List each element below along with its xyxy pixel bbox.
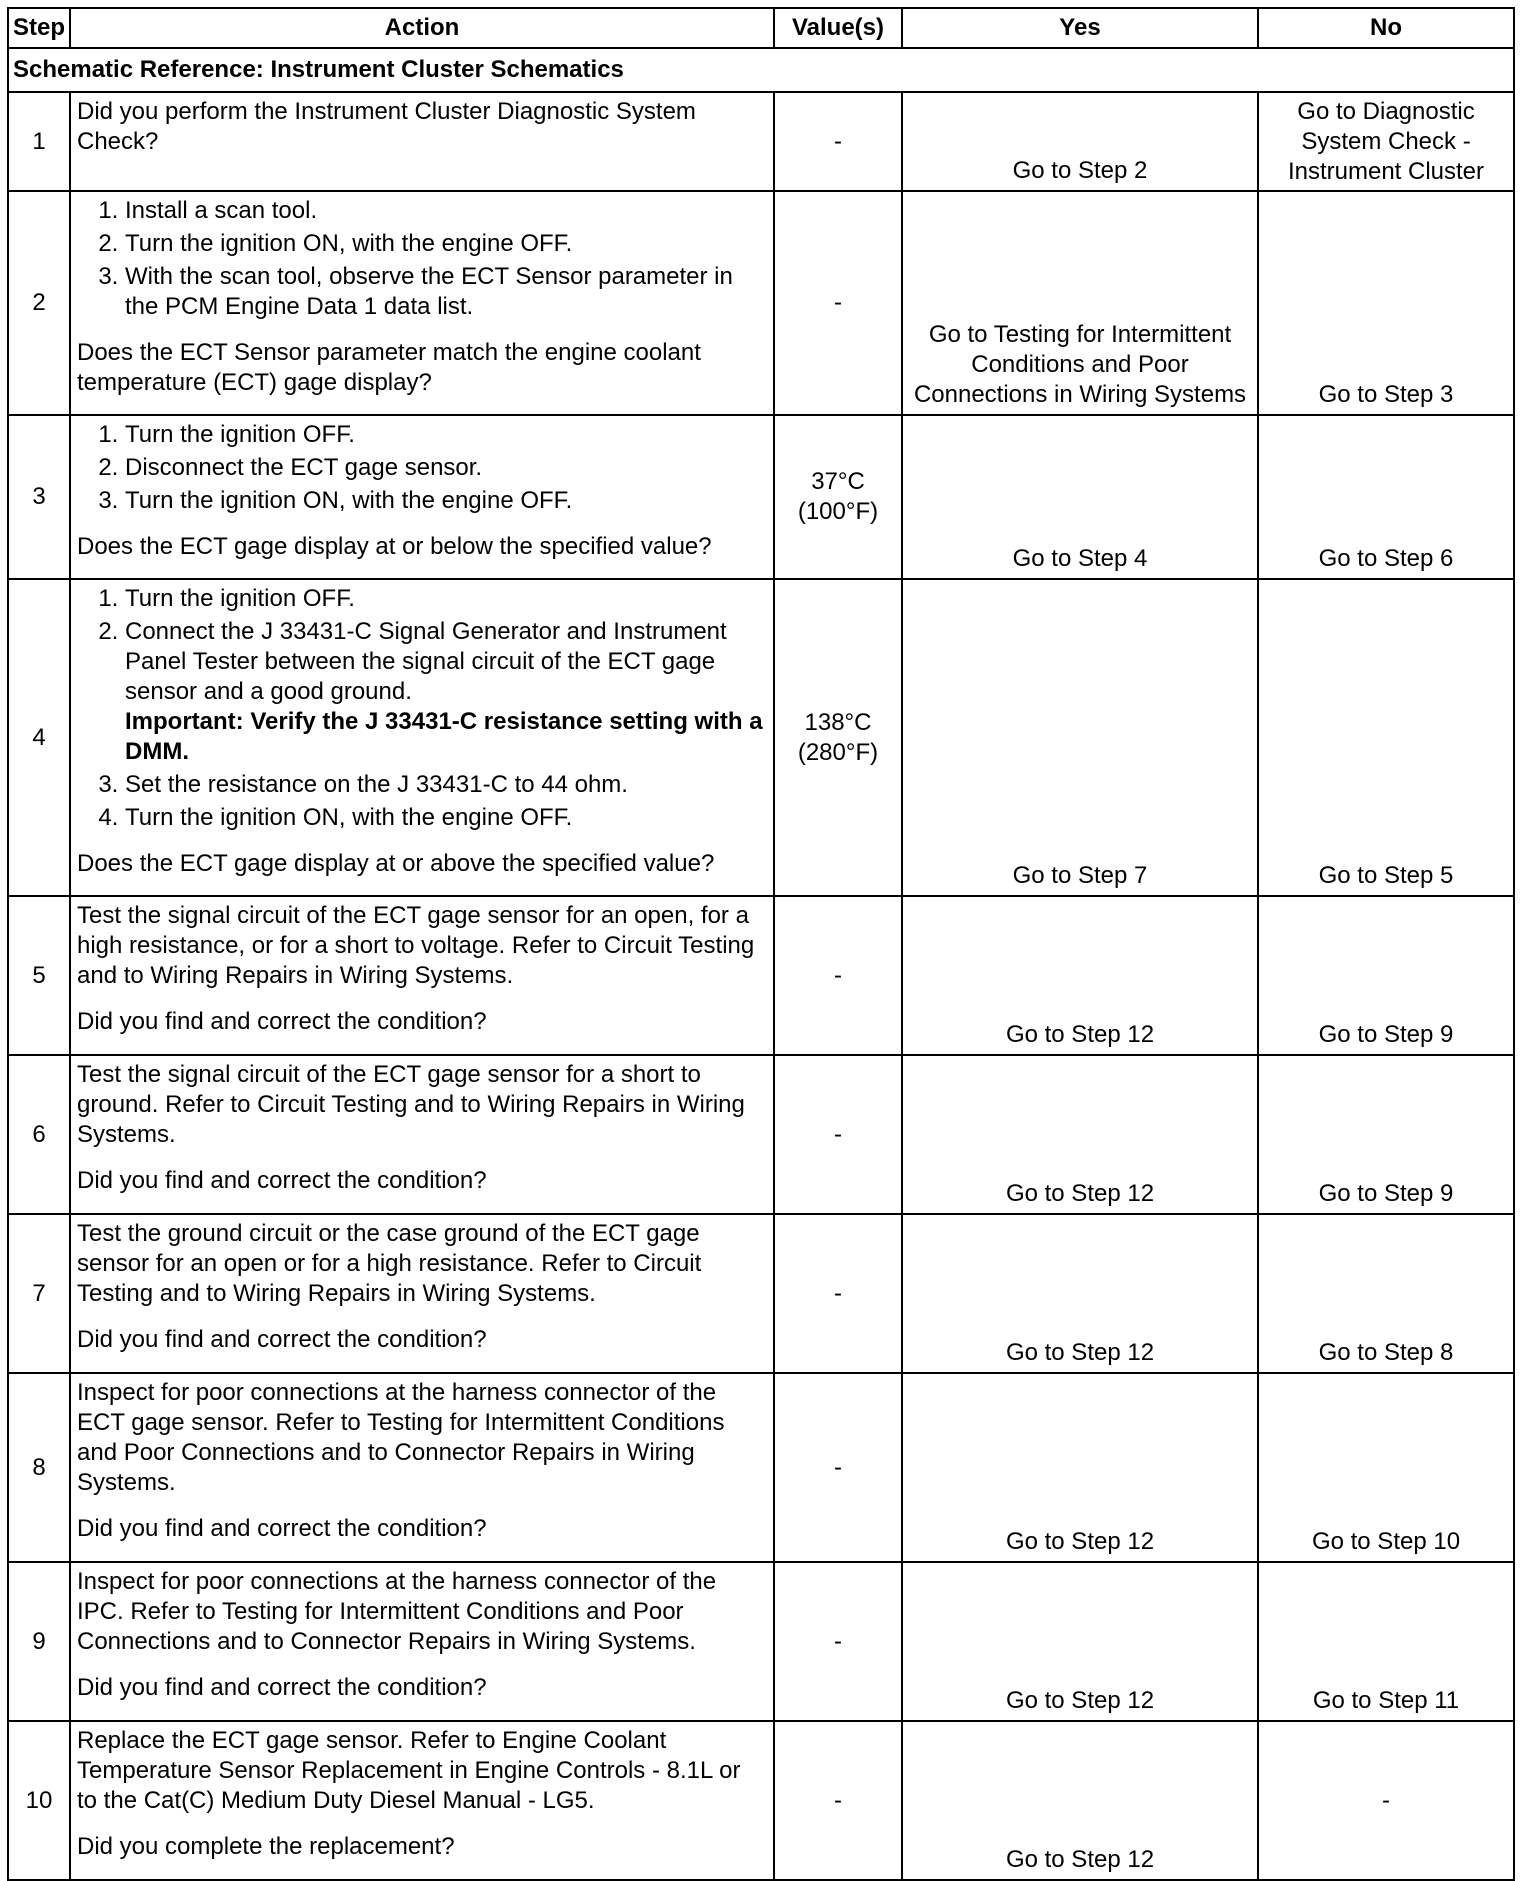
- no-cell: Go to Step 6: [1258, 415, 1514, 579]
- action-question: Did you complete the replacement?: [77, 1833, 455, 1860]
- action-cell: [70, 1055, 774, 1214]
- yes-cell: Go to Step 12: [902, 1214, 1258, 1373]
- action-text: Did you perform the Instrument Cluster Diagnostic System Check?: [77, 98, 696, 155]
- action-text: Test the ground circuit or the case ground of the ECT gage sensor for an open or for a high resistance. Refer to Circuit Testing and to Wiring Repairs in Wiring Systems.: [77, 1220, 702, 1307]
- value-cell: -: [774, 896, 902, 1055]
- value-cell: -: [774, 1214, 902, 1373]
- no-cell: Go to Step 5: [1258, 579, 1514, 896]
- yes-cell: Go to Step 12: [902, 1055, 1258, 1214]
- list-item: 3. Set the resistance on the J 33431-C to 44 ohm.: [125, 770, 767, 800]
- action-question: Does the ECT gage display at or above the specified value?: [77, 850, 715, 877]
- table-row: [8, 579, 1514, 896]
- step-number: 2: [8, 191, 70, 415]
- table-row: [8, 896, 1514, 1055]
- no-cell: Go to Step 3: [1258, 191, 1514, 415]
- action-question: Did you find and correct the condition?: [77, 1674, 487, 1701]
- yes-cell: Go to Step 12: [902, 1562, 1258, 1721]
- schematic-reference-row: [8, 48, 1514, 92]
- yes-cell: Go to Step 2: [902, 92, 1258, 191]
- no-cell: -: [1258, 1721, 1514, 1880]
- step-number: 3: [8, 415, 70, 579]
- list-item-text: Connect the J 33431-C Signal Generator and Instrument Panel Tester between the signal circuit of the ECT gage sensor and a good ground.: [125, 618, 727, 705]
- table-row: [8, 92, 1514, 191]
- no-cell: Go to Step 10: [1258, 1373, 1514, 1562]
- no-cell: Go to Diagnostic System Check - Instrument Cluster: [1258, 92, 1514, 191]
- step-number: 1: [8, 92, 70, 191]
- action-cell: [70, 415, 774, 579]
- action-text: Test the signal circuit of the ECT gage sensor for an open, for a high resistance, or for a short to voltage. Refer to Circuit Testing and to Wiring Repairs in Wiring Systems.: [77, 902, 755, 989]
- table-row: [8, 191, 1514, 415]
- table-row: [8, 1055, 1514, 1214]
- value-cell: -: [774, 1055, 902, 1214]
- action-steps-list: [77, 584, 767, 833]
- action-cell: [70, 1721, 774, 1880]
- no-cell: Go to Step 9: [1258, 896, 1514, 1055]
- action-question: Did you find and correct the condition?: [77, 1326, 487, 1353]
- value-cell: -: [774, 1562, 902, 1721]
- yes-cell: Go to Testing for Intermittent Conditions and Poor Connections in Wiring Systems: [902, 191, 1258, 415]
- yes-cell: Go to Step 12: [902, 896, 1258, 1055]
- step-number: 4: [8, 579, 70, 896]
- header-row: [8, 8, 1514, 48]
- header-action: Action: [70, 8, 774, 48]
- value-cell: -: [774, 1721, 902, 1880]
- no-cell: Go to Step 8: [1258, 1214, 1514, 1373]
- yes-cell: Go to Step 4: [902, 415, 1258, 579]
- action-cell: [70, 92, 774, 191]
- action-question: Did you find and correct the condition?: [77, 1008, 487, 1035]
- table-row: [8, 1214, 1514, 1373]
- list-item: 1. Install a scan tool.: [125, 196, 767, 226]
- value-cell: -: [774, 191, 902, 415]
- step-number: 8: [8, 1373, 70, 1562]
- action-cell: [70, 1214, 774, 1373]
- action-text: Inspect for poor connections at the harness connector of the ECT gage sensor. Refer to Testing for Intermittent Conditions and Poor Connections and to Connector Repairs in Wiring Systems.: [77, 1379, 725, 1496]
- step-number: 5: [8, 896, 70, 1055]
- table-row: [8, 415, 1514, 579]
- action-question: Does the ECT gage display at or below the specified value?: [77, 533, 712, 560]
- list-item: 2. Turn the ignition ON, with the engine OFF.: [125, 229, 767, 259]
- step-number: 9: [8, 1562, 70, 1721]
- list-item: 3. With the scan tool, observe the ECT Sensor parameter in the PCM Engine Data 1 data list.: [125, 262, 767, 322]
- value-cell: -: [774, 92, 902, 191]
- table-row: [8, 1562, 1514, 1721]
- action-cell: [70, 1373, 774, 1562]
- diagnostic-table-page: [7, 7, 1513, 1881]
- header-values: Value(s): [774, 8, 902, 48]
- diagnostic-table: [7, 7, 1515, 1881]
- action-question: Did you find and correct the condition?: [77, 1167, 487, 1194]
- no-cell: Go to Step 11: [1258, 1562, 1514, 1721]
- action-steps-list: [77, 196, 767, 322]
- yes-cell: Go to Step 7: [902, 579, 1258, 896]
- list-item: [125, 617, 767, 767]
- value-cell: -: [774, 1373, 902, 1562]
- no-cell: Go to Step 9: [1258, 1055, 1514, 1214]
- value-cell: 37°C (100°F): [774, 415, 902, 579]
- action-steps-list: [77, 420, 767, 516]
- action-text: Test the signal circuit of the ECT gage sensor for a short to ground. Refer to Circuit Testing and to Wiring Repairs in Wiring Systems.: [77, 1061, 745, 1148]
- action-text: Inspect for poor connections at the harness connector of the IPC. Refer to Testing for Intermittent Conditions and Poor Connections and to Connector Repairs in Wiring Systems.: [77, 1568, 717, 1655]
- list-item: 3. Turn the ignition ON, with the engine OFF.: [125, 486, 767, 516]
- list-item: 2. Disconnect the ECT gage sensor.: [125, 453, 767, 483]
- value-cell: 138°C (280°F): [774, 579, 902, 896]
- action-text: Replace the ECT gage sensor. Refer to Engine Coolant Temperature Sensor Replacement in Engine Controls - 8.1L or to the Cat(C) Medium Duty Diesel Manual - LG5.: [77, 1727, 741, 1814]
- schematic-reference: Schematic Reference: Instrument Cluster Schematics: [8, 48, 1514, 92]
- yes-cell: Go to Step 12: [902, 1373, 1258, 1562]
- action-cell: [70, 1562, 774, 1721]
- step-number: 10: [8, 1721, 70, 1880]
- action-question: Did you find and correct the condition?: [77, 1515, 487, 1542]
- table-row: [8, 1721, 1514, 1880]
- action-cell: [70, 896, 774, 1055]
- action-cell: [70, 191, 774, 415]
- header-step: Step: [8, 8, 70, 48]
- step-number: 7: [8, 1214, 70, 1373]
- list-item: 1. Turn the ignition OFF.: [125, 420, 767, 450]
- yes-cell: Go to Step 12: [902, 1721, 1258, 1880]
- list-item: 1. Turn the ignition OFF.: [125, 584, 767, 614]
- header-yes: Yes: [902, 8, 1258, 48]
- header-no: No: [1258, 8, 1514, 48]
- table-row: [8, 1373, 1514, 1562]
- action-cell: [70, 579, 774, 896]
- step-number: 6: [8, 1055, 70, 1214]
- list-item: 4. Turn the ignition ON, with the engine OFF.: [125, 803, 767, 833]
- action-question: Does the ECT Sensor parameter match the engine coolant temperature (ECT) gage display?: [77, 339, 701, 396]
- important-note: Important: Verify the J 33431-C resistance setting with a DMM.: [125, 708, 763, 765]
